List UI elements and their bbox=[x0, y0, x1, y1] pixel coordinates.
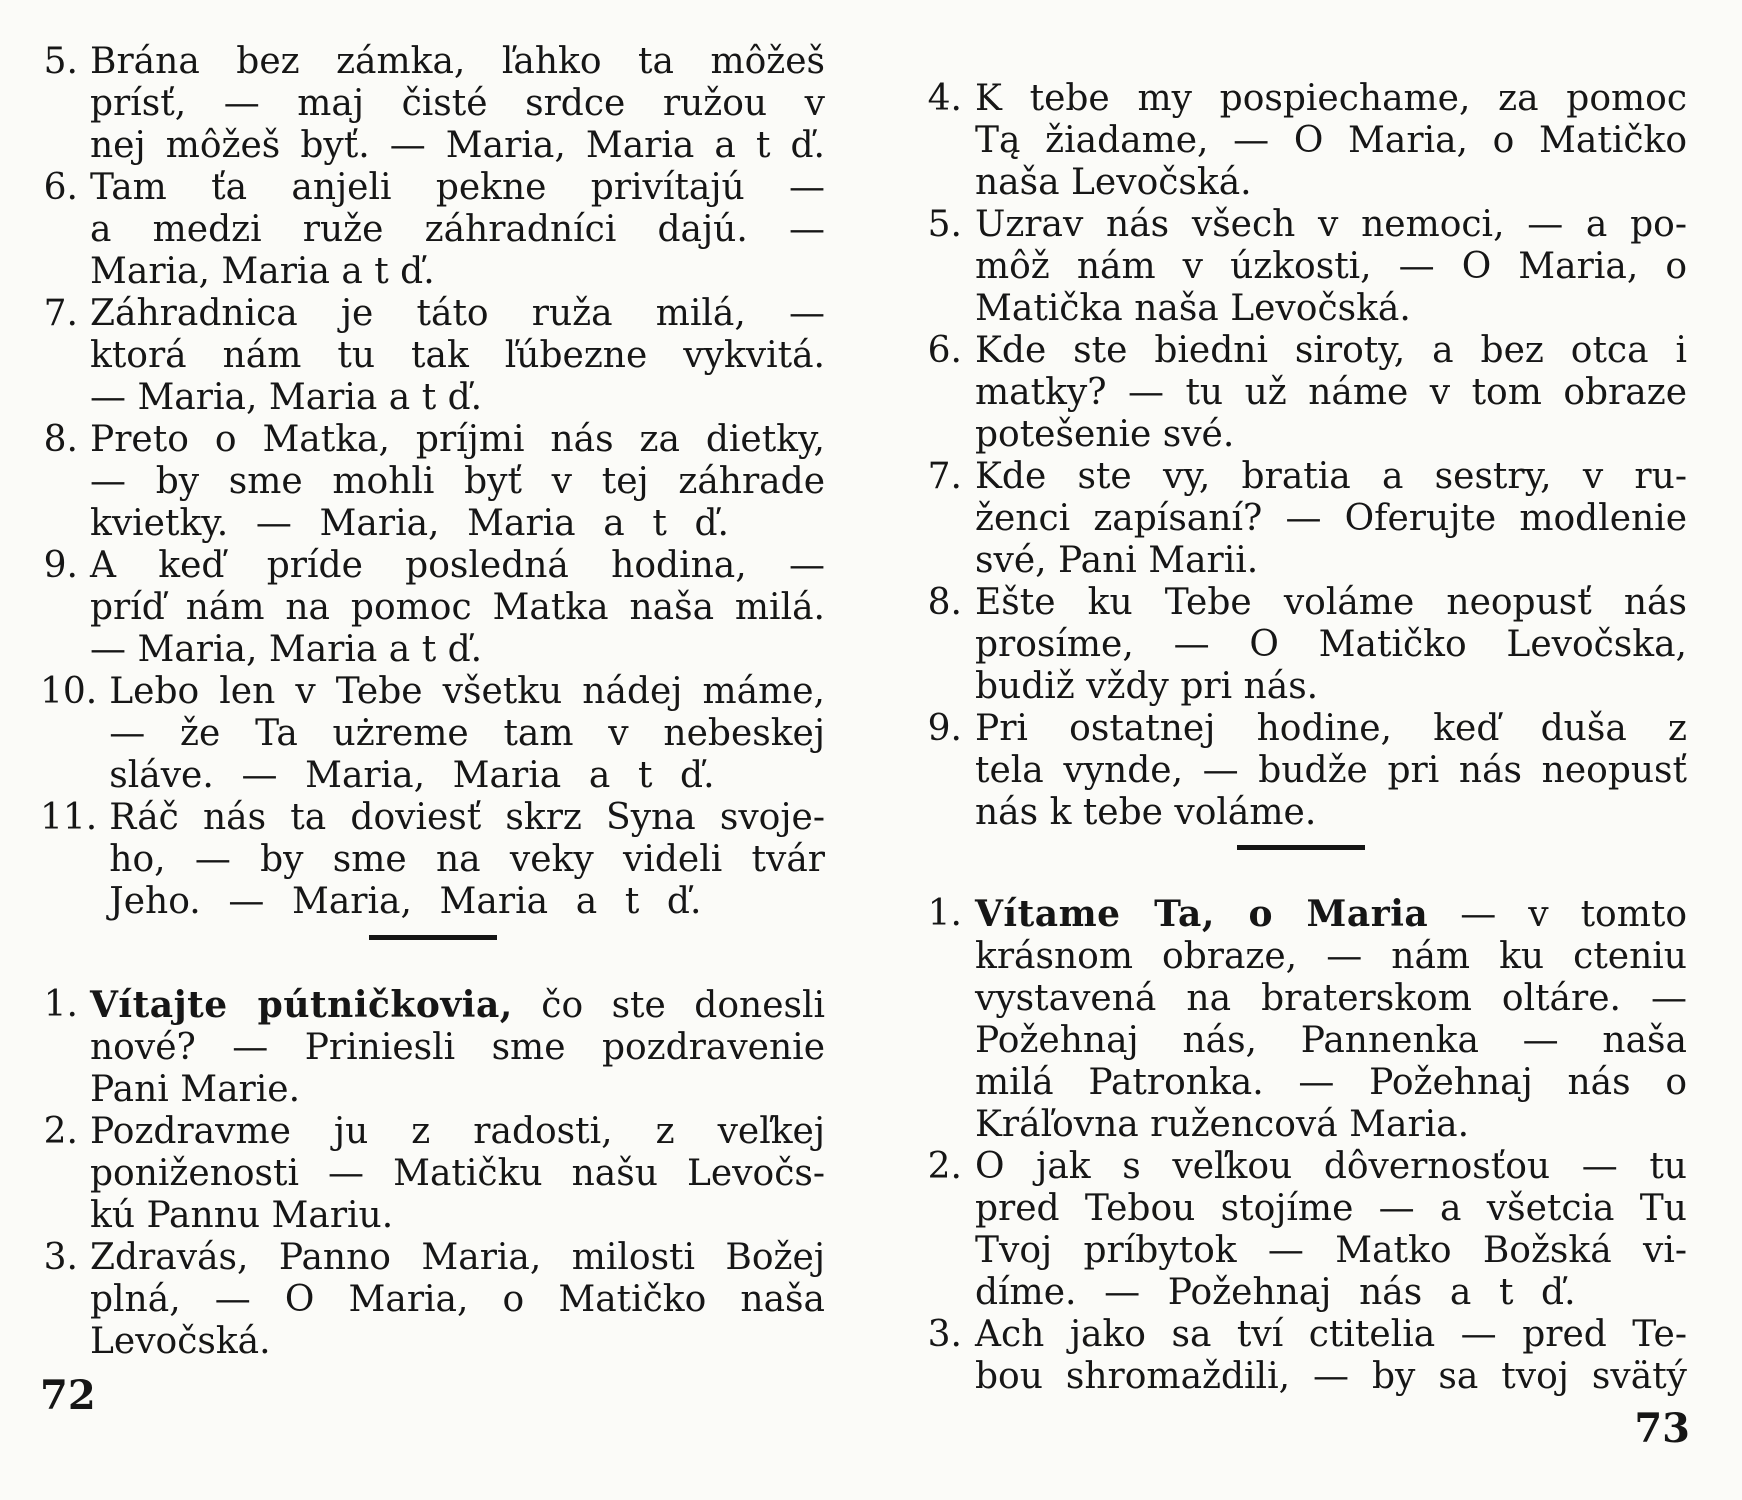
verse-lines bbox=[90, 419, 825, 545]
verse-lines bbox=[975, 582, 1687, 708]
verse-item bbox=[40, 1237, 825, 1363]
verse-number: 8. bbox=[927, 582, 962, 623]
verse-line: K tebe my pospiechame, za pomoc bbox=[975, 78, 1687, 119]
verse-line: kvietky. — Maria, Maria a t ď. bbox=[90, 503, 729, 544]
verse-line: potešenie své. bbox=[975, 414, 1235, 455]
hymn-title-phrase: Vítajte pútničkovia, bbox=[90, 984, 513, 1026]
verse-line: Kde ste vy, bratia a sestry, v ru- bbox=[975, 456, 1687, 497]
left-page-column bbox=[40, 41, 825, 1363]
verse-line: — by sme mohli byť v tej záhrade bbox=[90, 461, 825, 502]
right-hymn-continuation-section bbox=[915, 78, 1687, 834]
verse-item bbox=[40, 167, 825, 293]
verse-line: díme. — Požehnaj nás a t ď. bbox=[975, 1272, 1576, 1313]
right-new-hymn-section bbox=[915, 893, 1687, 1398]
verse-number: 3. bbox=[927, 1314, 962, 1355]
verse-item bbox=[915, 456, 1687, 582]
verse-item bbox=[915, 893, 1687, 1146]
verse-item bbox=[915, 1314, 1687, 1398]
verse-lines bbox=[90, 545, 825, 671]
left-hymn-continuation-section bbox=[40, 41, 825, 923]
verse-number: 8. bbox=[43, 419, 78, 460]
verse-lines bbox=[109, 797, 825, 923]
verse-line: poniženosti — Matičku našu Levočs- bbox=[90, 1153, 825, 1194]
verse-item bbox=[40, 671, 825, 797]
verse-item bbox=[40, 419, 825, 545]
verse-number: 4. bbox=[927, 78, 962, 119]
verse-line: Zdravás, Panno Maria, milosti Božej bbox=[90, 1237, 825, 1278]
verse-line: ženci zapísaní? — Oferujte modlenie bbox=[975, 498, 1687, 539]
verse-line: kú Pannu Mariu. bbox=[90, 1195, 394, 1236]
verse-line: O jak s veľkou dôvernosťou — tu bbox=[975, 1146, 1687, 1187]
verse-line: Tvoj príbytok — Matko Božská vi- bbox=[975, 1230, 1687, 1271]
verse-line: Pri ostatnej hodine, keď duša z bbox=[975, 708, 1687, 749]
verse-lines bbox=[975, 1314, 1687, 1398]
verse-lines bbox=[975, 456, 1687, 582]
verse-lines bbox=[90, 167, 825, 293]
verse-item bbox=[915, 204, 1687, 330]
hymn-title-phrase: Vítame Ta, o Maria bbox=[975, 893, 1429, 935]
verse-line: — že Ta użreme tam v nebeskej bbox=[109, 713, 825, 754]
verse-line: Vítajte pútničkovia, čo ste donesli bbox=[90, 984, 825, 1026]
verse-lines bbox=[975, 330, 1687, 456]
verse-number: 6. bbox=[43, 167, 78, 208]
verse-line: budiž vždy pri nás. bbox=[975, 666, 1319, 707]
verse-lines bbox=[109, 671, 825, 797]
verse-item bbox=[40, 797, 825, 923]
verse-line: Pozdravme ju z radosti, z veľkej bbox=[90, 1111, 825, 1152]
verse-line: vystavená na braterskom oltáre. — bbox=[975, 978, 1687, 1019]
verse-line: naša Levočská. bbox=[975, 162, 1252, 203]
verse-number: 2. bbox=[43, 1111, 78, 1152]
verse-item bbox=[40, 984, 825, 1111]
section-divider-rule bbox=[1237, 845, 1365, 850]
verse-number: 5. bbox=[927, 204, 962, 245]
verse-line: pred Tebou stojíme — a všetcia Tu bbox=[975, 1188, 1687, 1229]
verse-line: Kráľovna ružencová Maria. bbox=[975, 1104, 1470, 1145]
verse-line: Požehnaj nás, Pannenka — naša bbox=[975, 1020, 1687, 1061]
verse-number: 1. bbox=[43, 984, 78, 1025]
verse-line: prísť, — maj čisté srdce ružou v bbox=[90, 83, 825, 124]
verse-line: Jeho. — Maria, Maria a t ď. bbox=[109, 881, 702, 922]
page-number-right: 73 bbox=[1634, 1405, 1690, 1452]
verse-line: Pani Marie. bbox=[90, 1069, 301, 1110]
verse-lines bbox=[90, 984, 825, 1111]
verse-line: matky? — tu už náme v tom obraze bbox=[975, 372, 1687, 413]
right-page-column bbox=[915, 78, 1687, 1398]
verse-line: bou shromaždili, — by sa tvoj svätý bbox=[975, 1356, 1687, 1397]
page-number-left: 72 bbox=[40, 1372, 96, 1419]
verse-line: své, Pani Marii. bbox=[975, 540, 1259, 581]
verse-number: 2. bbox=[927, 1146, 962, 1187]
verse-item bbox=[915, 708, 1687, 834]
verse-number: 10. bbox=[40, 671, 98, 712]
verse-line: Ráč nás ta doviesť skrz Syna svoje- bbox=[109, 797, 825, 838]
verse-line: Uzrav nás všech v nemoci, — a po- bbox=[975, 204, 1687, 245]
verse-item bbox=[40, 41, 825, 167]
verse-line: — Maria, Maria a t ď. bbox=[90, 629, 483, 670]
section-divider-rule bbox=[369, 935, 497, 940]
verse-line: nás k tebe voláme. bbox=[975, 792, 1317, 833]
verse-line: Vítame Ta, o Maria — v tomto bbox=[975, 893, 1687, 935]
verse-line: môž nám v úzkosti, — O Maria, o bbox=[975, 246, 1687, 287]
verse-number: 9. bbox=[43, 545, 78, 586]
verse-item bbox=[40, 1111, 825, 1237]
verse-line: Levočská. bbox=[90, 1321, 271, 1362]
verse-number: 7. bbox=[43, 293, 78, 334]
verse-line: Preto o Matka, príjmi nás za dietky, bbox=[90, 419, 825, 460]
verse-line: A keď príde posledná hodina, — bbox=[90, 545, 825, 586]
verse-line: Ešte ku Tebe voláme neopusť nás bbox=[975, 582, 1687, 623]
verse-number: 5. bbox=[43, 41, 78, 82]
verse-line: nové? — Priniesli sme pozdravenie bbox=[90, 1027, 825, 1068]
verse-item bbox=[915, 330, 1687, 456]
verse-item bbox=[40, 293, 825, 419]
left-new-hymn-section bbox=[40, 984, 825, 1363]
verse-line: krásnom obraze, — nám ku cteniu bbox=[975, 936, 1687, 977]
verse-line: plná, — O Maria, o Matičko naša bbox=[90, 1279, 825, 1320]
verse-line: prosíme, — O Matičko Levočska, bbox=[975, 624, 1687, 665]
verse-lines bbox=[90, 1111, 825, 1237]
verse-line: a medzi ruže záhradníci dajú. — bbox=[90, 209, 825, 250]
verse-lines bbox=[975, 78, 1687, 204]
verse-item bbox=[915, 1146, 1687, 1314]
verse-lines bbox=[90, 41, 825, 167]
verse-line: Brána bez zámka, ľahko ta môžeš bbox=[90, 41, 825, 82]
verse-line: sláve. — Maria, Maria a t ď. bbox=[109, 755, 715, 796]
verse-number: 1. bbox=[927, 893, 962, 934]
verse-number: 9. bbox=[927, 708, 962, 749]
verse-line: Tam ťa anjeli pekne privítajú — bbox=[90, 167, 825, 208]
verse-lines bbox=[90, 1237, 825, 1363]
verse-line: Kde ste biedni siroty, a bez otca i bbox=[975, 330, 1687, 371]
verse-line: Tą žiadame, — O Maria, o Matičko bbox=[975, 120, 1687, 161]
verse-line: Ach jako sa tví ctitelia — pred Te- bbox=[975, 1314, 1687, 1355]
verse-item bbox=[915, 78, 1687, 204]
verse-lines bbox=[975, 708, 1687, 834]
verse-lines bbox=[975, 893, 1687, 1146]
verse-lines bbox=[90, 293, 825, 419]
verse-line: ho, — by sme na veky videli tvár bbox=[109, 839, 825, 880]
verse-item bbox=[915, 582, 1687, 708]
verse-line: príď nám na pomoc Matka naša milá. bbox=[90, 587, 825, 628]
verse-number: 7. bbox=[927, 456, 962, 497]
verse-line: milá Patronka. — Požehnaj nás o bbox=[975, 1062, 1687, 1103]
verse-line: nej môžeš byť. — Maria, Maria a t ď. bbox=[90, 125, 825, 166]
verse-line: tela vynde, — budže pri nás neopusť bbox=[975, 750, 1687, 791]
verse-number: 11. bbox=[40, 797, 98, 838]
verse-number: 3. bbox=[43, 1237, 78, 1278]
verse-line: Maria, Maria a t ď. bbox=[90, 251, 435, 292]
verse-line: Matička naša Levočská. bbox=[975, 288, 1411, 329]
verse-item bbox=[40, 545, 825, 671]
verse-number: 6. bbox=[927, 330, 962, 371]
verse-lines bbox=[975, 1146, 1687, 1314]
verse-line: ktorá nám tu tak ľúbezne vykvitá. bbox=[90, 335, 825, 376]
verse-line: — Maria, Maria a t ď. bbox=[90, 377, 483, 418]
verse-line: Záhradnica je táto ruža milá, — bbox=[90, 293, 825, 334]
verse-line: Lebo len v Tebe všetku nádej máme, bbox=[109, 671, 825, 712]
verse-lines bbox=[975, 204, 1687, 330]
